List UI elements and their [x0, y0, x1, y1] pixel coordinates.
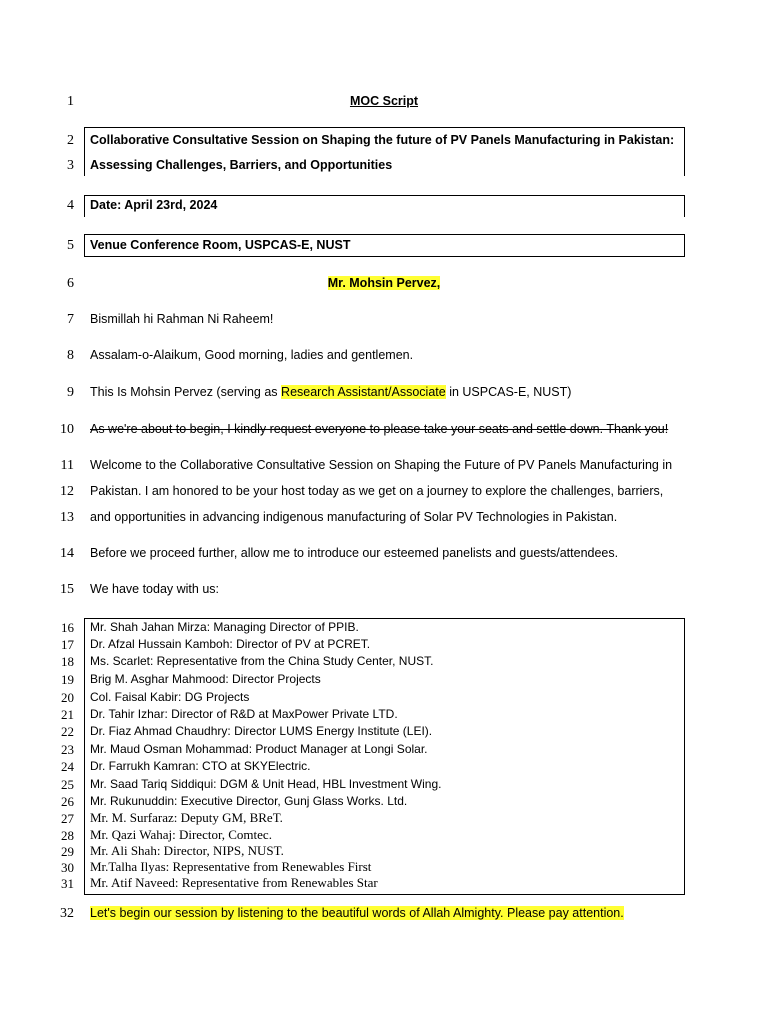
list-item: Brig M. Asghar Mahmood: Director Projects [90, 672, 321, 686]
line-number: 16 [61, 620, 74, 635]
line-number: 24 [61, 759, 74, 774]
line-number: 27 [61, 811, 74, 826]
list-item: Mr. M. Surfaraz: Deputy GM, BReT. [90, 810, 283, 825]
line-number: 22 [61, 724, 74, 739]
list-item: Ms. Scarlet: Representative from the China Study Center, NUST. [90, 654, 434, 668]
line-number: 2 [67, 133, 74, 148]
line-number: 19 [61, 672, 74, 687]
list-item: Dr. Farrukh Kamran: CTO at SKYElectric. [90, 759, 311, 773]
line-number: 20 [61, 690, 74, 705]
line-number: 31 [61, 876, 74, 891]
line-number: 28 [61, 828, 74, 843]
greeting-salam: Assalam-o-Alaikum, Good morning, ladies and gentlemen. [90, 348, 414, 362]
line-number: 11 [60, 458, 74, 473]
line-number: 10 [60, 422, 74, 437]
line-number: 4 [67, 198, 74, 213]
list-item: Mr. Qazi Wahaj: Director, Comtec. [90, 827, 272, 842]
host-intro-before: This Is Mohsin Pervez (serving as [90, 385, 282, 399]
closing-line: Let's begin our session by listening to the beautiful words of Allah Almighty. Please pay attention. [90, 906, 624, 920]
list-item: Dr. Afzal Hussain Kamboh: Director of PV at PCRET. [90, 637, 371, 651]
page-title: MOC Script [349, 94, 419, 108]
list-item: Mr. Ali Shah: Director, NIPS, NUST. [90, 843, 284, 858]
list-item: Mr. Rukunuddin: Executive Director, Gunj Glass Works. Ltd. [90, 794, 408, 808]
line-number: 5 [67, 238, 74, 253]
list-item: Mr. Maud Osman Mohammad: Product Manager at Longi Solar. [90, 742, 428, 756]
list-item: Mr.Talha Ilyas: Representative from Renewables First [90, 859, 372, 874]
line-number: 18 [61, 654, 74, 669]
session-title-line-2: Assessing Challenges, Barriers, and Opportunities [90, 158, 393, 172]
line-number: 13 [60, 510, 74, 525]
line-number: 32 [60, 906, 74, 921]
welcome-line-2: Pakistan. I am honored to be your host today as we get on a journey to explore the challenges, barriers, [90, 484, 664, 498]
session-title-line-1: Collaborative Consultative Session on Shaping the future of PV Panels Manufacturing in Pakistan: [90, 133, 675, 147]
line-number: 7 [67, 312, 74, 327]
proceed-line: Before we proceed further, allow me to introduce our esteemed panelists and guests/attendees. [90, 546, 619, 560]
line-number: 17 [61, 637, 74, 652]
line-number: 12 [60, 484, 74, 499]
closing-row [90, 906, 624, 920]
list-item: Dr. Fiaz Ahmad Chaudhry: Director LUMS Energy Institute (LEI). [90, 724, 433, 738]
line-number: 14 [60, 546, 74, 561]
line-number: 1 [67, 94, 74, 109]
list-item: Mr. Atif Naveed: Representative from Renewables Star [90, 875, 378, 890]
line-number: 29 [61, 844, 74, 859]
session-venue: Venue Conference Room, USPCAS-E, NUST [90, 238, 351, 252]
line-number: 30 [61, 860, 74, 875]
line-number: 9 [67, 385, 74, 400]
host-role-highlight: Research Assistant/Associate [281, 385, 446, 399]
list-item: Mr. Saad Tariq Siddiqui: DGM & Unit Head, HBL Investment Wing. [90, 777, 442, 791]
host-intro [90, 385, 571, 399]
line-number: 23 [61, 742, 74, 757]
host-name-row [0, 276, 768, 290]
welcome-line-3: and opportunities in advancing indigenous manufacturing of Solar PV Technologies in Pakistan. [90, 510, 618, 524]
list-item: Mr. Shah Jahan Mirza: Managing Director of PPIB. [90, 620, 359, 634]
line-number: 3 [67, 158, 74, 173]
session-date: Date: April 23rd, 2024 [90, 198, 218, 212]
struck-request-line: As we're about to begin, I kindly request everyone to please take your seats and settle down. Thank you! [90, 422, 669, 436]
greeting-bismillah: Bismillah hi Rahman Ni Raheem! [90, 312, 274, 326]
welcome-line-1: Welcome to the Collaborative Consultative Session on Shaping the Future of PV Panels Manufacturing in [90, 458, 673, 472]
host-name: Mr. Mohsin Pervez, [327, 276, 441, 290]
line-number: 8 [67, 348, 74, 363]
line-number: 25 [61, 777, 74, 792]
line-number: 26 [61, 794, 74, 809]
line-number: 21 [61, 707, 74, 722]
list-item: Dr. Tahir Izhar: Director of R&D at MaxPower Private LTD. [90, 707, 398, 721]
list-item: Col. Faisal Kabir: DG Projects [90, 690, 250, 704]
line-number: 15 [60, 582, 74, 597]
line-number: 6 [67, 276, 74, 291]
host-intro-after: in USPCAS-E, NUST) [445, 385, 572, 399]
we-have-line: We have today with us: [90, 582, 220, 596]
